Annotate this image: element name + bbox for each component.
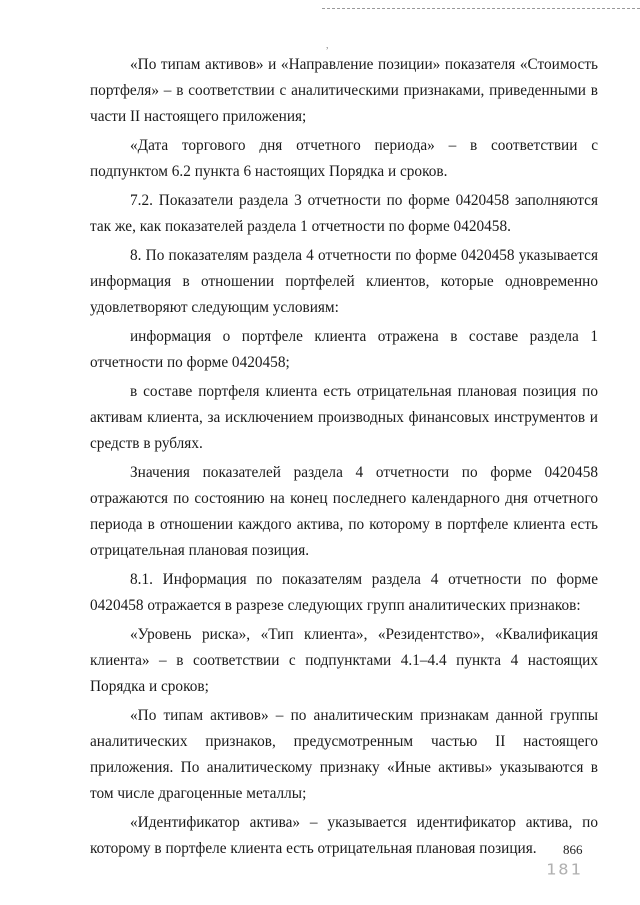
scan-mark: , (326, 40, 329, 51)
page-edge-line (322, 8, 640, 9)
paragraph-condition-1: информация о портфеле клиента отражена в составе раздела 1 отчетности по форме 0420458; (90, 328, 598, 371)
paragraph-7-2: 7.2. Показатели раздела 3 отчетности по форме 0420458 заполняются так же, как показателей раздела 1 отчетности по форме 0420458. (90, 192, 598, 235)
paragraph-asset-id: «Идентификатор актива» – указывается идентификатор актива, по которому в портфеле клиента есть отрицательная плановая позиция. (90, 814, 598, 857)
document-page (90, 52, 598, 865)
paragraph-8-1: 8.1. Информация по показателям раздела 4 отчетности по форме 0420458 отражается в разрезе следующих групп аналитических признаков: (90, 571, 598, 614)
paragraph-condition-2: в составе портфеля клиента есть отрицательная плановая позиция по активам клиента, за исключением производных финансовых инструментов и средств в рублях. (90, 383, 598, 452)
stamp-number: 181 (546, 861, 583, 879)
page-number: 866 (563, 842, 583, 857)
paragraph-risk-level: «Уровень риска», «Тип клиента», «Резидентство», «Квалификация клиента» – в соответствии с подпунктами 4.1–4.4 пункта 4 настоящих Порядка и сроков; (90, 626, 598, 695)
paragraph-asset-types: «По типам активов» и «Направление позиции» показателя «Стоимость портфеля» – в соответствии с аналитическими признаками, приведенными в части II настоящего приложения; (90, 56, 598, 125)
paragraph-asset-types-2: «По типам активов» – по аналитическим признакам данной группы аналитических признаков, предусмотренным частью II настоящего приложения. По аналитическому признаку «Иные активы» указываются в том числе драгоценные металлы; (90, 707, 598, 802)
paragraph-values: Значения показателей раздела 4 отчетности по форме 0420458 отражаются по состоянию на конец последнего календарного дня отчетного периода в отношении каждого актива, по которому в портфеле клиента есть отрицательная плановая позиция. (90, 464, 598, 559)
paragraph-8: 8. По показателям раздела 4 отчетности по форме 0420458 указывается информация в отношении портфелей клиентов, которые одновременно удовлетворяют следующим условиям: (90, 247, 598, 316)
paragraph-trading-date: «Дата торгового дня отчетного периода» – в соответствии с подпунктом 6.2 пункта 6 настоящих Порядка и сроков. (90, 137, 598, 180)
